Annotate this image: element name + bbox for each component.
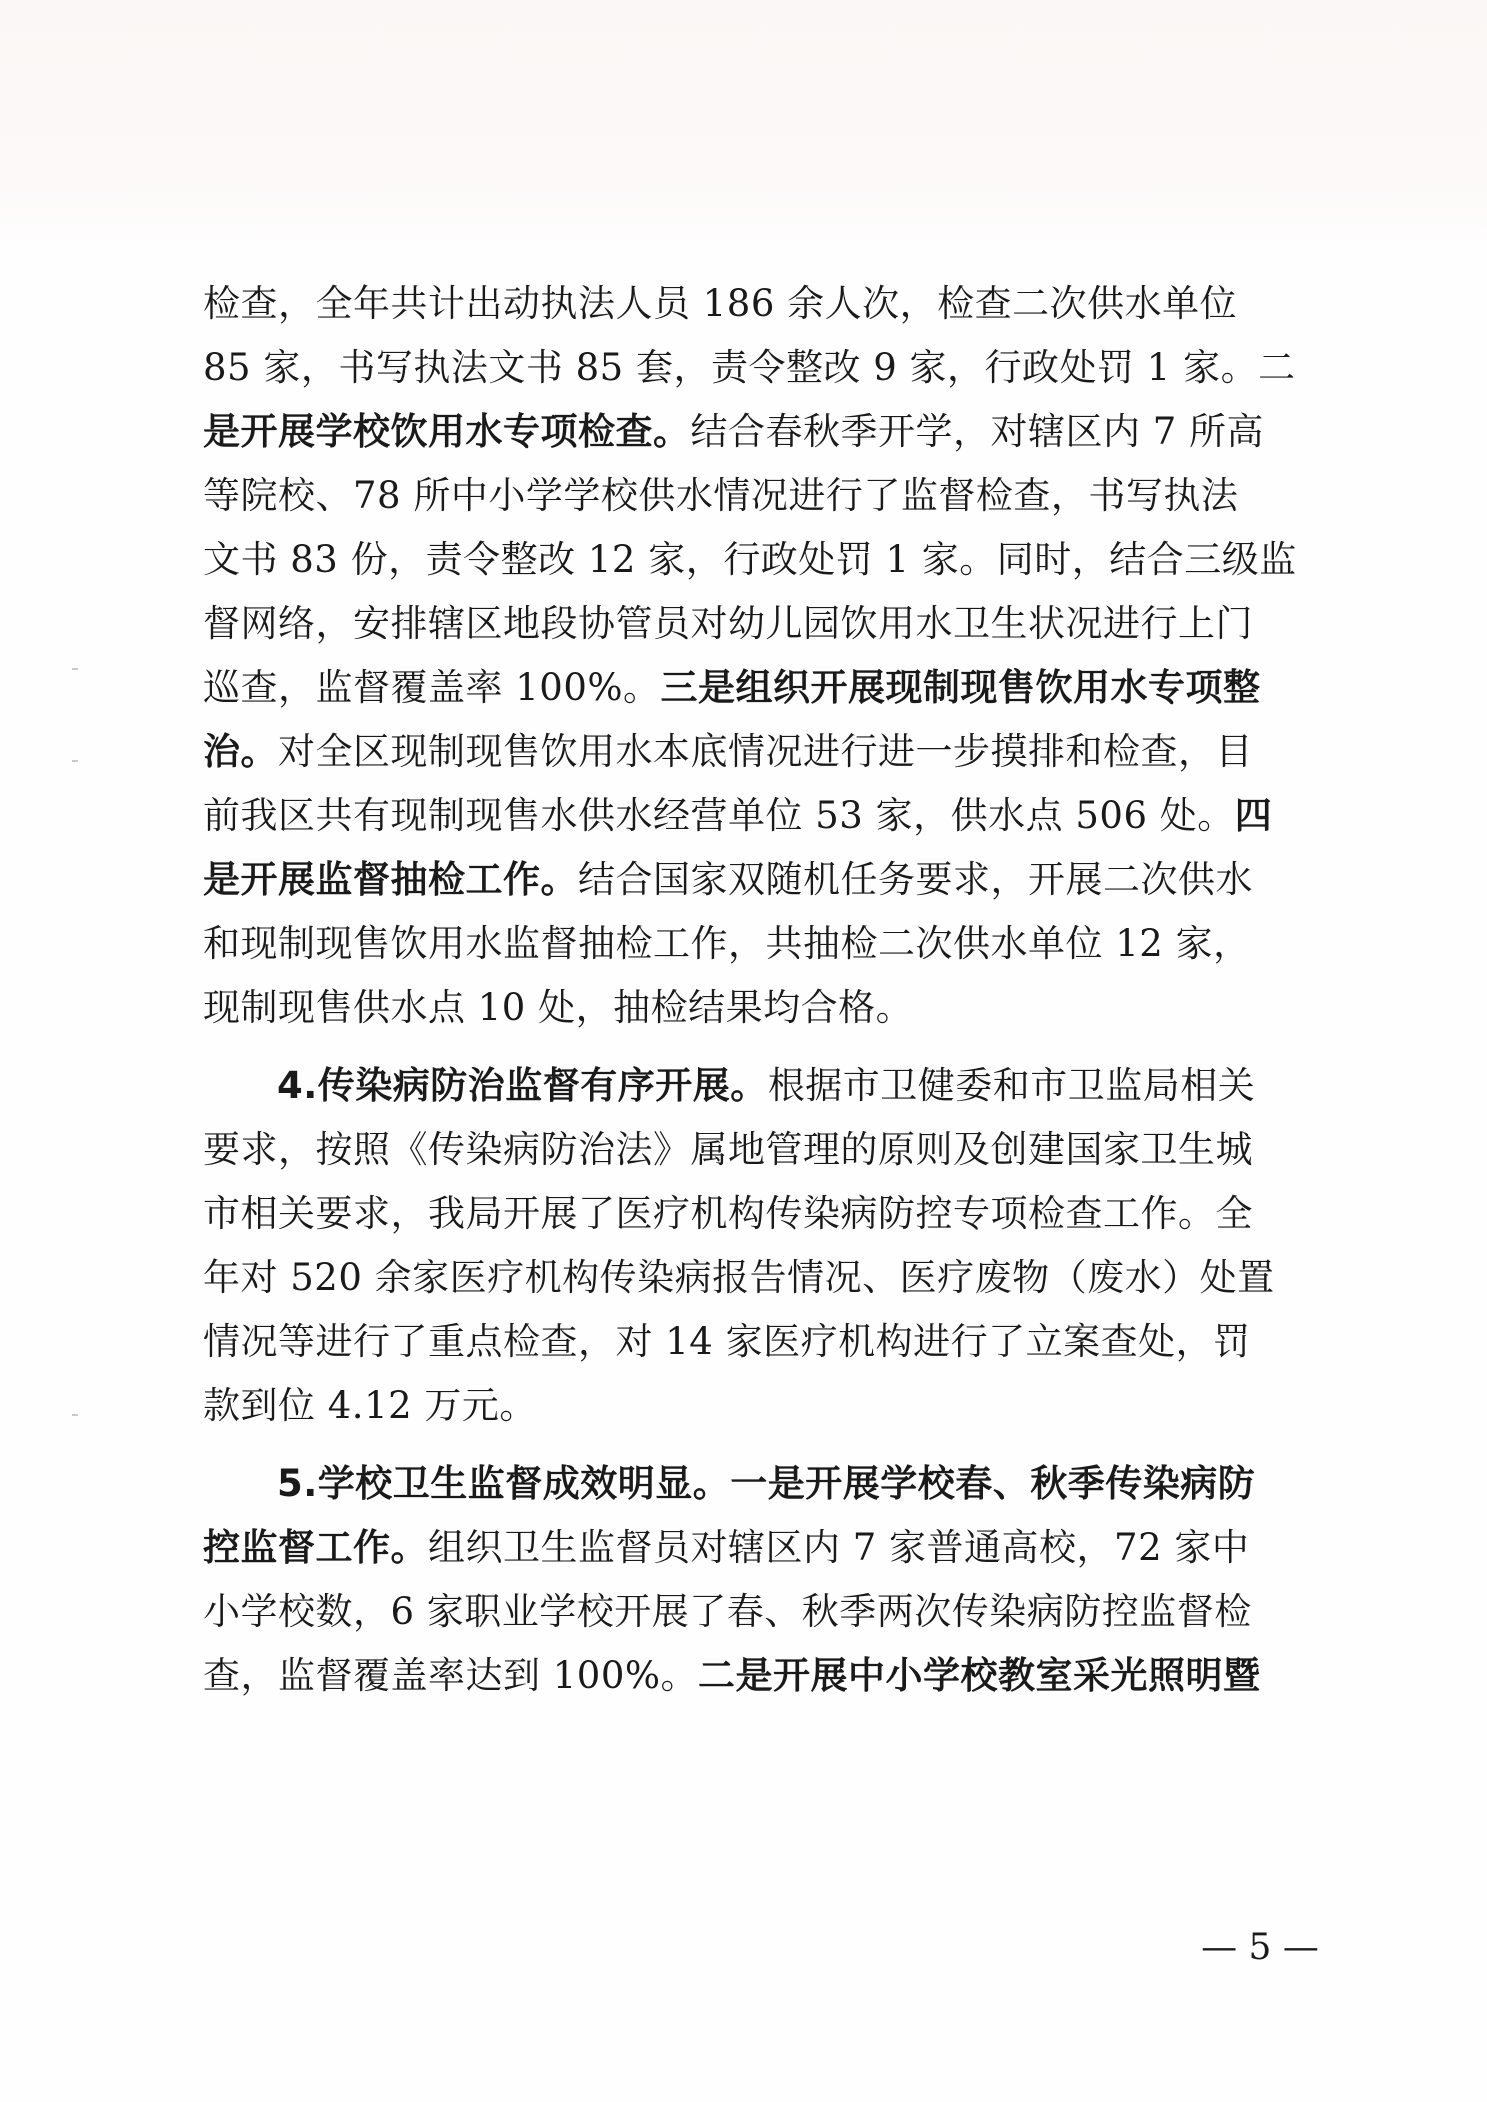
- text-run: 对全区现制现售饮用水本底情况进行进一步摸排和检查，目: [278, 730, 1253, 773]
- bold-text-run: 治。: [203, 730, 278, 773]
- text-line: [203, 336, 1318, 400]
- text-run: 市相关要求，我局开展了医疗机构传染病防控专项检查工作。全: [203, 1192, 1253, 1235]
- text-run: 结合春秋季开学，对辖区内 7 所高: [690, 410, 1265, 453]
- text-line: [203, 1580, 1318, 1644]
- text-run: 检查，全年共计出动执法人员 186 余人次，检查二次供水单位: [203, 282, 1238, 325]
- text-run: 款到位 4.12 万元。: [203, 1384, 537, 1427]
- text-run: 督网络，安排辖区地段协管员对幼儿园饮用水卫生状况进行上门: [203, 602, 1253, 645]
- text-run: 情况等进行了重点检查，对 14 家医疗机构进行了立案查处，罚: [203, 1320, 1251, 1363]
- page-number: — 5 —: [1201, 1927, 1319, 1968]
- text-line: [203, 656, 1318, 720]
- margin-mark: [72, 668, 78, 670]
- text-line: [203, 784, 1318, 848]
- text-run: 85 家，书写执法文书 85 套，责令整改 9 家，行政处罚 1 家。二: [203, 346, 1296, 389]
- bold-text-run: 是开展监督抽检工作。: [203, 858, 578, 901]
- text-line: [203, 720, 1318, 784]
- text-line: [203, 1310, 1318, 1374]
- text-run: 结合国家双随机任务要求，开展二次供水: [578, 858, 1253, 901]
- bold-text-run: 控监督工作。: [203, 1526, 428, 1569]
- text-line: [203, 1644, 1318, 1708]
- paragraph-gap: [203, 1438, 1318, 1452]
- text-line: [203, 1246, 1318, 1310]
- text-line: [203, 1182, 1318, 1246]
- text-run: 文书 83 份，责令整改 12 家，行政处罚 1 家。同时，结合三级监: [203, 538, 1297, 581]
- text-line: [203, 912, 1318, 976]
- bold-text-run: 二是开展中小学校教室采光照明暨: [698, 1654, 1261, 1697]
- bold-text-run: 5.学校卫生监督成效明显。一是开展学校春、秋季传染病防: [277, 1462, 1256, 1505]
- text-run: 前我区共有现制现售水供水经营单位 53 家，供水点 506 处。: [203, 794, 1235, 837]
- text-line: [203, 528, 1318, 592]
- text-run: 巡查，监督覆盖率 100%。: [203, 666, 661, 709]
- text-run: 小学校数，6 家职业学校开展了春、秋季两次传染病防控监督检: [203, 1590, 1252, 1633]
- text-run: 组织卫生监督员对辖区内 7 家普通高校，72 家中: [428, 1526, 1250, 1569]
- bold-text-run: 三是组织开展现制现售饮用水专项整: [660, 666, 1261, 709]
- text-line: [203, 848, 1318, 912]
- bold-text-run: 是开展学校饮用水专项检查。: [203, 410, 691, 453]
- text-line: [203, 592, 1318, 656]
- text-line: [203, 1118, 1318, 1182]
- text-run: 根据市卫健委和市卫监局相关: [767, 1064, 1256, 1107]
- paragraph-gap: [203, 1040, 1318, 1054]
- text-line: [203, 400, 1318, 464]
- text-run: 要求，按照《传染病防治法》属地管理的原则及创建国家卫生城: [203, 1128, 1253, 1171]
- text-line: [203, 272, 1318, 336]
- text-run: 等院校、78 所中小学学校供水情况进行了监督检查，书写执法: [203, 474, 1239, 517]
- text-run: 现制现售供水点 10 处，抽检结果均合格。: [203, 986, 914, 1029]
- text-line: [203, 1374, 1318, 1438]
- body-text: [203, 272, 1318, 1708]
- text-line: [203, 1516, 1318, 1580]
- bold-text-run: 四: [1234, 794, 1273, 837]
- scan-header-band: [0, 0, 1487, 250]
- text-line: [203, 976, 1318, 1040]
- text-line: [203, 464, 1318, 528]
- text-run: 年对 520 余家医疗机构传染病报告情况、医疗废物（废水）处置: [203, 1256, 1275, 1299]
- margin-mark: [72, 760, 78, 762]
- text-run: 查，监督覆盖率达到 100%。: [203, 1654, 699, 1697]
- text-run: 和现制现售饮用水监督抽检工作，共抽检二次供水单位 12 家，: [203, 922, 1251, 965]
- margin-mark: [72, 1414, 78, 1416]
- text-line: [203, 1452, 1318, 1516]
- bold-text-run: 4.传染病防治监督有序开展。: [277, 1064, 768, 1107]
- text-line: [203, 1054, 1318, 1118]
